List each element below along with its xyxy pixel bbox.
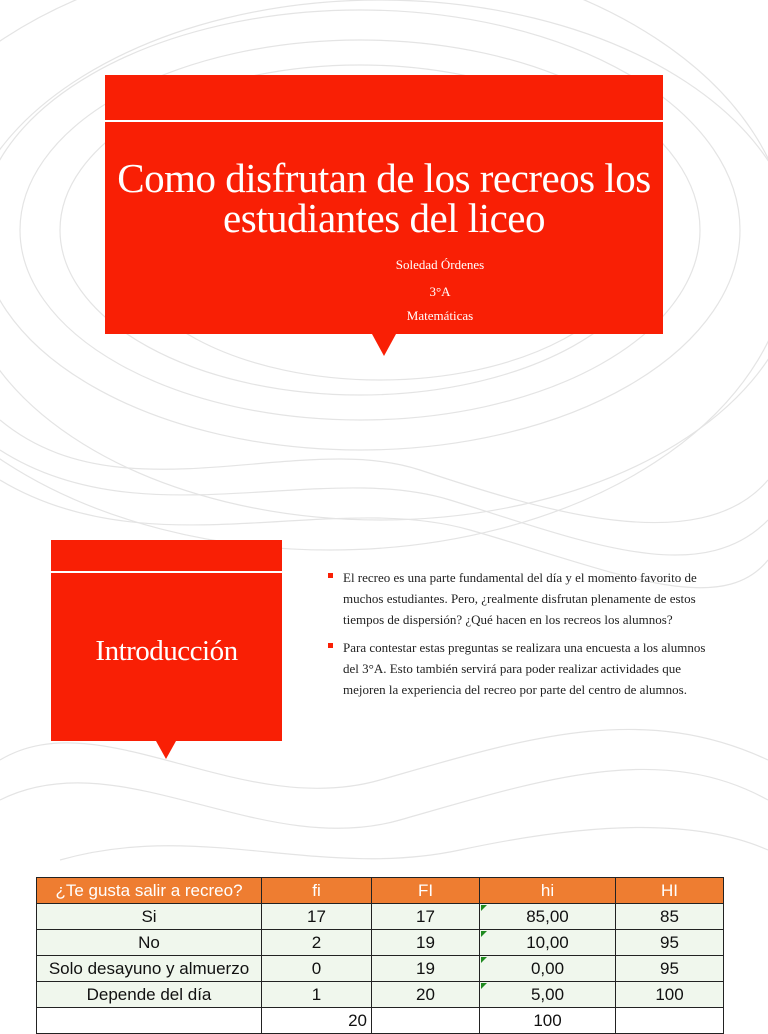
table-cell <box>480 956 616 982</box>
table-cell <box>480 904 616 930</box>
table-cell: Si <box>37 904 262 930</box>
bullet-square-icon <box>328 643 333 648</box>
subject-label: Matemáticas <box>406 308 474 323</box>
intro-card <box>51 540 282 741</box>
table-cell: Depende del día <box>37 982 262 1008</box>
table-cell: 100 <box>616 982 724 1008</box>
bullet-square-icon <box>328 573 333 578</box>
frequency-table <box>36 877 724 1034</box>
table-cell: 95 <box>616 956 724 982</box>
intro-bullet <box>328 567 713 630</box>
table-cell: 0 <box>262 956 372 982</box>
intro-card-divider <box>51 571 282 573</box>
table-cell <box>480 930 616 956</box>
table-cell <box>616 1008 724 1034</box>
intro-bullet-text: El recreo es una parte fundamental del día y el momento favorito de muchos estudiantes. Pero, ¿realmente disfrutan plenamente de estos tiempos de dispersión? ¿Qué hacen en los recreos los alumnos? <box>343 570 697 627</box>
table-cell: 19 <box>372 956 480 982</box>
table-cell: 19 <box>372 930 480 956</box>
cell-text: 10,00 <box>526 932 569 952</box>
table-cell: 1 <box>262 982 372 1008</box>
table-header-FI: FI <box>372 878 480 904</box>
author-name: Soledad Órdenes <box>395 257 485 272</box>
cell-error-indicator-icon <box>481 957 487 963</box>
cell-error-indicator-icon <box>481 983 487 989</box>
table-cell: 95 <box>616 930 724 956</box>
intro-bullet-text: Para contestar estas preguntas se realizara una encuesta a los alumnos del 3°A. Esto también servirá para poder realizar actividades que mejoren la experiencia del recreo por parte del centro de alumnos. <box>343 640 706 697</box>
cell-text: 0,00 <box>530 958 565 978</box>
cell-text: 85,00 <box>526 906 569 926</box>
table-cell <box>37 1008 262 1034</box>
presentation-title: Como disfrutan de los recreos los estudiantes del liceo <box>117 155 651 241</box>
table-header-row <box>37 878 724 904</box>
table-cell <box>480 982 616 1008</box>
cell-error-indicator-icon <box>481 931 487 937</box>
table-header-hi: hi <box>480 878 616 904</box>
intro-title: Introducción <box>95 635 238 667</box>
table-cell: 17 <box>372 904 480 930</box>
cell-error-indicator-icon <box>481 905 487 911</box>
table-cell: 85 <box>616 904 724 930</box>
table-cell: 2 <box>262 930 372 956</box>
table-cell: 17 <box>262 904 372 930</box>
total-fi: 20 <box>262 1008 372 1034</box>
cell-text: 5,00 <box>530 984 565 1004</box>
table-row <box>37 956 724 982</box>
total-hi: 100 <box>480 1008 616 1034</box>
table-header-question: ¿Te gusta salir a recreo? <box>37 878 262 904</box>
table-header-HI: HI <box>616 878 724 904</box>
table-row <box>37 904 724 930</box>
title-card-pointer <box>372 334 396 356</box>
intro-bullet <box>328 637 713 700</box>
table-cell: No <box>37 930 262 956</box>
intro-card-pointer <box>156 741 176 759</box>
table-header-fi: fi <box>262 878 372 904</box>
table-row <box>37 982 724 1008</box>
table-cell <box>372 1008 480 1034</box>
course-label: 3°A <box>429 284 451 299</box>
table-total-row <box>37 1008 724 1034</box>
table-row <box>37 930 724 956</box>
table-cell: 20 <box>372 982 480 1008</box>
table-cell: Solo desayuno y almuerzo <box>37 956 262 982</box>
intro-bullet-list <box>328 567 713 707</box>
title-card-divider <box>105 120 663 122</box>
